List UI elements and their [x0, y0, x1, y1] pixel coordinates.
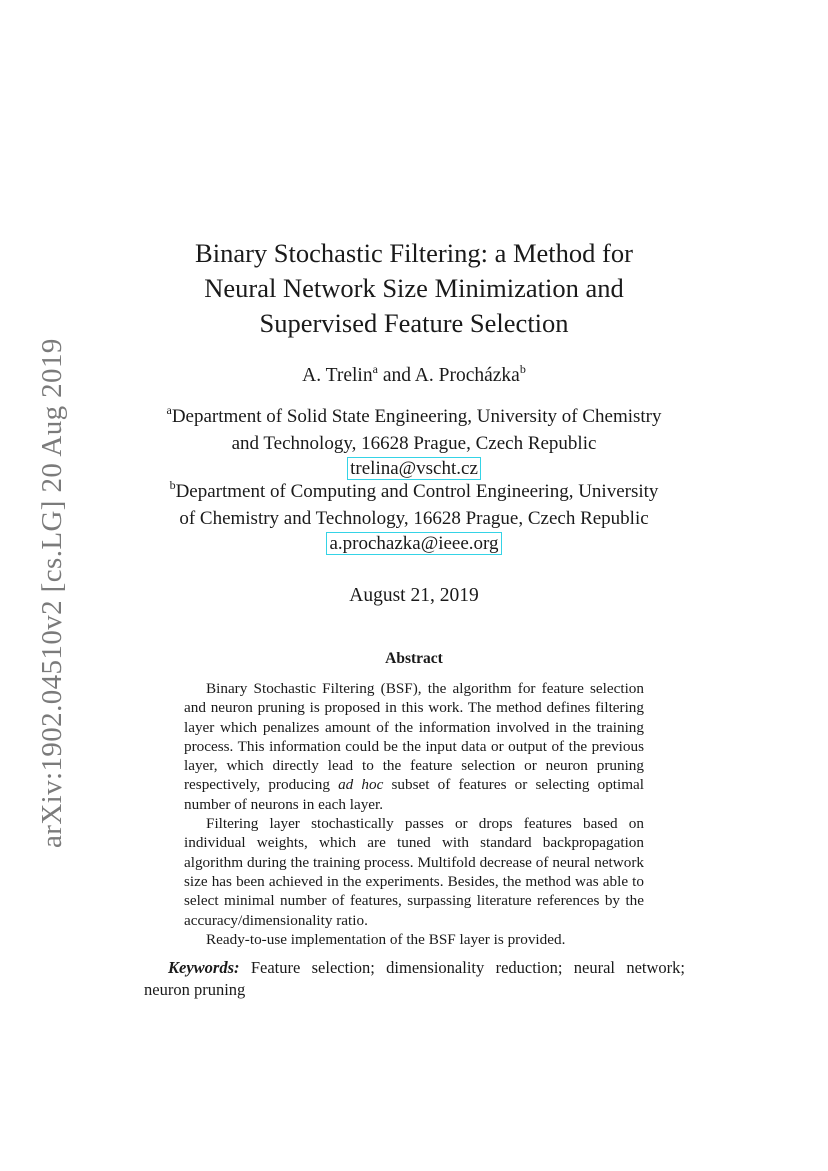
paper-title — [0, 236, 828, 341]
keywords-section — [144, 957, 685, 1000]
author-trelin: A. Trelin — [302, 365, 373, 386]
abstract-p1-text-end: subset of features or selecting optimal number of neurons in each layer. — [184, 776, 644, 813]
affiliation-b — [0, 479, 828, 556]
abstract-paragraph-2: Filtering layer stochastically passes or drops features based on individual weights, which are tuned with standard backpropagation algorithm during the training process. Multifold decrease of neural network size has been achieved in the experiments. Besides, the method was able to select minimal number of features, surpassing literature references by the accuracy/dimensionality ratio. — [184, 815, 644, 929]
email-link-trelin[interactable]: trelina@vscht.cz — [347, 457, 481, 480]
author-list — [0, 363, 828, 390]
arxiv-identifier-stamp: arXiv:1902.04510v2 [cs.LG] 20 Aug 2019 — [36, 338, 68, 848]
title-line-3: Supervised Feature Selection — [259, 308, 569, 338]
affiliation-b-department: Department of Computing and Control Engineering, University — [175, 481, 659, 502]
abstract-paragraph-3: Ready-to-use implementation of the BSF layer is provided. — [206, 930, 566, 948]
author-prochazka: A. Procházka — [414, 365, 520, 386]
abstract-p1-emphasis: ad hoc — [338, 776, 384, 794]
abstract-heading: Abstract — [385, 650, 443, 667]
abstract-paragraph-1 — [184, 679, 644, 814]
keywords-text: Feature selection; dimensionality reduction; neural network; neuron pruning — [144, 958, 685, 999]
publication-date: August 21, 2019 — [349, 585, 479, 606]
affiliation-a-line-1 — [0, 404, 828, 431]
affiliation-b-mark: b — [169, 478, 176, 492]
email-link-prochazka[interactable]: a.prochazka@ieee.org — [326, 532, 501, 555]
affiliation-a — [0, 404, 828, 481]
affiliation-a-line-2: and Technology, 16628 Prague, Czech Republic — [231, 433, 597, 454]
abstract-body — [184, 679, 644, 949]
affiliation-a-department: Department of Solid State Engineering, University of Chemistry — [171, 406, 662, 427]
title-line-1: Binary Stochastic Filtering: a Method for — [195, 238, 633, 268]
affiliation-mark-a: a — [372, 362, 378, 376]
keywords-label: Keywords: — [168, 958, 240, 977]
author-connector: and — [377, 365, 415, 386]
abstract-p1-text-start: Binary Stochastic Filtering (BSF), the algorithm for feature selection and neuron pruning is proposed in this work. The method defines filtering layer which penalizes amount of the information involved in the training process. This information could be the input data or output of the previous layer, which directly lead to the feature selection or neuron pruning respectively, producing — [184, 680, 644, 794]
affiliation-b-line-1 — [0, 479, 828, 506]
affiliation-b-line-2: of Chemistry and Technology, 16628 Prague, Czech Republic — [179, 508, 649, 529]
affiliation-a-mark: a — [166, 403, 172, 417]
title-line-2: Neural Network Size Minimization and — [204, 273, 624, 303]
affiliation-mark-b: b — [519, 362, 526, 376]
